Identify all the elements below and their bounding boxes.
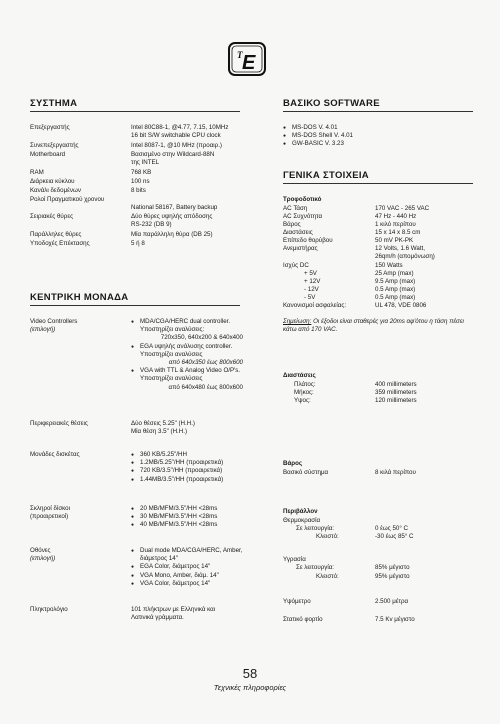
svg-text:T: T xyxy=(237,50,243,60)
spec-label: Στατικό φορτίο xyxy=(283,616,323,623)
spec-label: Σε λειτουργία: xyxy=(296,525,334,532)
spec-label: Διαστάσεις xyxy=(283,229,313,236)
list-item: ● 30 MB/MFM/3.5"/HH <28ms xyxy=(131,513,217,521)
psu-note: Σημείωση: Οι έξοδοι είναι σταθερές για 20ms αφ'ότου η τάση πέσει κάτω από 170 VAC. xyxy=(283,318,464,334)
spec-value: 85% μέγιστο xyxy=(375,564,410,571)
spec-value: 7.5 Kv μέγιστο xyxy=(375,616,415,623)
list-item: ● VGA Color, διάμετρος 14" xyxy=(131,580,249,588)
spec-label: Ρολοί Πραγματικού χρονου xyxy=(30,196,105,203)
software-rule xyxy=(283,111,473,112)
svg-text:E: E xyxy=(242,52,256,74)
spec-label: + 12V xyxy=(304,278,321,285)
spec-value: 400 millimeters xyxy=(375,381,417,388)
list-item: ● EGA υψηλής ανάλυσης controller. Υποστηρίζει αναλύσεις από 640x350 έως 800x600 xyxy=(131,343,243,368)
video-label: Video Controllers (επιλογή) xyxy=(30,318,78,334)
list-item: ● MDA/CGA/HERC dual controller. Υποστηρίζει αναλύσεις: 720x350, 640x200 & 640x400 xyxy=(131,318,243,343)
spec-value: -30 έως 85° C xyxy=(375,533,414,540)
spec-label: - 5V xyxy=(304,294,316,301)
psu-heading: Τροφοδοτικό xyxy=(283,196,322,203)
floppy-label: Μονάδες δισκέτας xyxy=(30,451,80,458)
spec-value: 12 Volts, 1.6 Watt, xyxy=(375,245,425,252)
spec-value: 120 millimeters xyxy=(375,397,417,404)
spec-label: Επεξεργαστής xyxy=(30,124,70,131)
system-heading: ΣΥΣΤΗΜΑ xyxy=(30,98,78,109)
spec-value: 0 έως 50° C xyxy=(375,525,408,532)
spec-label: RAM xyxy=(30,169,44,176)
spec-label: Μήκος: xyxy=(294,389,314,396)
list-item: ● VGA with TTL & Analog Video O/P's. Υποστηρίζει αναλύσεις από 640x480 έως 800x600 xyxy=(131,367,243,392)
keyboard-label: Πληκτρολόγιο xyxy=(30,606,68,613)
spec-value: 95% μέγιστο xyxy=(375,573,410,580)
temperature-heading: Θερμοκρασία xyxy=(283,517,321,524)
spec-value: Intel 8087-1, @10 MHz (προαιρ.) xyxy=(131,142,222,149)
spec-value: 26qm/h (απομόνωση) xyxy=(375,253,435,260)
peripheral-value: Δύο θέσεις 5.25" (H.H.) Μία θέση 3.5" (H.H.) xyxy=(131,420,195,436)
spec-value: 8 κιλά περίπου xyxy=(375,469,416,476)
page-subtitle: Τεχνικές πληροφορίες xyxy=(213,683,287,692)
spec-value: 47 Hz - 440 Hz xyxy=(375,213,417,220)
list-item: ● Dual mode MDA/CGA/HERC, Amber, διάμετρος 14" xyxy=(131,547,249,563)
spec-label: AC Τάση xyxy=(283,205,308,212)
logo-icon xyxy=(228,42,266,76)
spec-value: 5 ή 8 xyxy=(131,240,145,247)
keyboard-value: 101 πλήκτρων με Ελληνικά και Λατινικά γράμματα. xyxy=(131,606,216,622)
spec-label: + 5V xyxy=(304,270,317,277)
central-unit-heading: ΚΕΝΤΡΙΚΗ ΜΟΝΑΔΑ xyxy=(30,292,129,303)
spec-value: 359 millimeters xyxy=(375,389,417,396)
spec-label: Βάρος xyxy=(283,221,301,228)
list-item: ● EGA Color, διάμετρος 14" xyxy=(131,563,249,571)
spec-value: 2.500 μέτρα xyxy=(375,598,409,605)
spec-label: Ισχύς DC xyxy=(283,262,309,269)
spec-value: 15 x 14 x 8.5 cm xyxy=(375,229,421,236)
dims-heading: Διαστάσεις xyxy=(283,372,316,379)
spec-value: 25 Amp (max) xyxy=(375,270,414,277)
humidity-heading: Υγρασία xyxy=(283,556,306,563)
spec-value: 768 KB xyxy=(131,169,152,176)
spec-label: - 12V xyxy=(304,286,319,293)
spec-label: Κανάλι δεδομένων xyxy=(30,187,81,194)
hdd-list xyxy=(131,505,217,530)
monitors-label: Οθόνες (επιλογή) xyxy=(30,547,56,563)
spec-value: Βασισμένο στην Wildcard-88N της INTEL xyxy=(131,151,215,167)
spec-label: Κλειστό: xyxy=(316,533,339,540)
spec-label: Σε λειτουργία: xyxy=(296,564,334,571)
spec-label: Ανεμιστήρας xyxy=(283,245,318,252)
spec-value: Intel 80C88-1, @4.77, 7.15, 10MHz 16 bit S/W switchable CPU clock xyxy=(131,124,229,140)
spec-label: Σειριακές θύρες xyxy=(30,213,74,220)
list-item: ● VGA Mono, Amber, διάμ. 14" xyxy=(131,572,249,580)
spec-label: Παράλληλες θύρες xyxy=(30,231,82,238)
spec-label: Διάρκεια κύκλου xyxy=(30,178,75,185)
spec-label: Motherboard xyxy=(30,151,66,158)
spec-value: National 58167, Battery backup xyxy=(131,204,218,211)
list-item: ● 1.2MB/5.25"/HH (προαιρετικά) xyxy=(131,459,223,467)
spec-label: Κανονισμοί ασφαλείας: xyxy=(283,302,347,309)
spec-label: Κλειστό: xyxy=(316,573,339,580)
list-item: ● 20 MB/MFM/3.5"/HH <28ms xyxy=(131,505,217,513)
spec-label: Επίπεδο θορύβου xyxy=(283,237,333,244)
spec-value: Δύο θύρες υψηλής απόδοσης RS-232 (DB 9) xyxy=(131,213,213,229)
spec-label: Πλάτος: xyxy=(294,381,316,388)
peripheral-label: Περιφερειακές θέσεις xyxy=(30,420,88,427)
page-number: 58 xyxy=(242,666,258,681)
list-item: ● 720 KB/3.5"/HH (προαιρετικά) xyxy=(131,467,223,475)
system-rule xyxy=(30,111,240,112)
spec-value: Μία παράλληλη θύρα (DB 25) xyxy=(131,231,213,238)
spec-value: 150 Watts xyxy=(375,262,403,269)
spec-label: Υψόμετρο xyxy=(283,598,311,605)
spec-value: 1 κιλό περίπου xyxy=(375,221,416,228)
spec-value: 8 bits xyxy=(131,187,146,194)
list-item: ● MS-DOS V. 4.01 xyxy=(283,124,353,132)
hdd-label: Σκληροί δίσκοι (προαιρετικοί) xyxy=(30,505,70,521)
spec-label: Υποδοχές Επέκτασης xyxy=(30,240,90,247)
spec-value: 170 VAC - 265 VAC xyxy=(375,205,430,212)
spec-value: 100 ns xyxy=(131,178,150,185)
central-unit-rule xyxy=(30,305,240,306)
environment-heading: Περιβάλλον xyxy=(283,508,318,515)
list-item: ● MS-DOS Shell V. 4.01 xyxy=(283,132,353,140)
spec-label: Υψος: xyxy=(294,397,311,404)
software-list xyxy=(283,124,353,149)
spec-value: 50 mV PK-PK xyxy=(375,237,414,244)
list-item: ● 360 KB/5.25"/HH xyxy=(131,451,223,459)
weight-heading: Βάρος xyxy=(283,460,303,467)
software-heading: ΒΑΣΙΚΟ SOFTWARE xyxy=(283,98,380,109)
list-item: ● 1.44MB/3.5"/HH (προαιρετικά) xyxy=(131,476,223,484)
spec-label: AC Συχνότητα xyxy=(283,213,323,220)
video-list xyxy=(131,318,243,392)
spec-value: 0.5 Amp (max) xyxy=(375,294,416,301)
spec-value: 9.5 Amp (max) xyxy=(375,278,416,285)
list-item: ● 40 MB/MFM/3.5"/HH <28ms xyxy=(131,521,217,529)
list-item: ● GW-BASIC V. 3.23 xyxy=(283,140,353,148)
general-rule xyxy=(283,183,473,184)
general-heading: ΓΕΝΙΚΑ ΣΤΟΙΧΕΙΑ xyxy=(283,170,369,181)
spec-value: UL 478, VDE 0806 xyxy=(375,302,427,309)
spec-label: Βασικό σύστημα xyxy=(283,469,329,476)
spec-label: Συνεπεξεργαστής xyxy=(30,142,79,149)
floppy-list xyxy=(131,451,223,484)
monitors-list xyxy=(131,547,249,588)
spec-value: 0.5 Amp (max) xyxy=(375,286,416,293)
